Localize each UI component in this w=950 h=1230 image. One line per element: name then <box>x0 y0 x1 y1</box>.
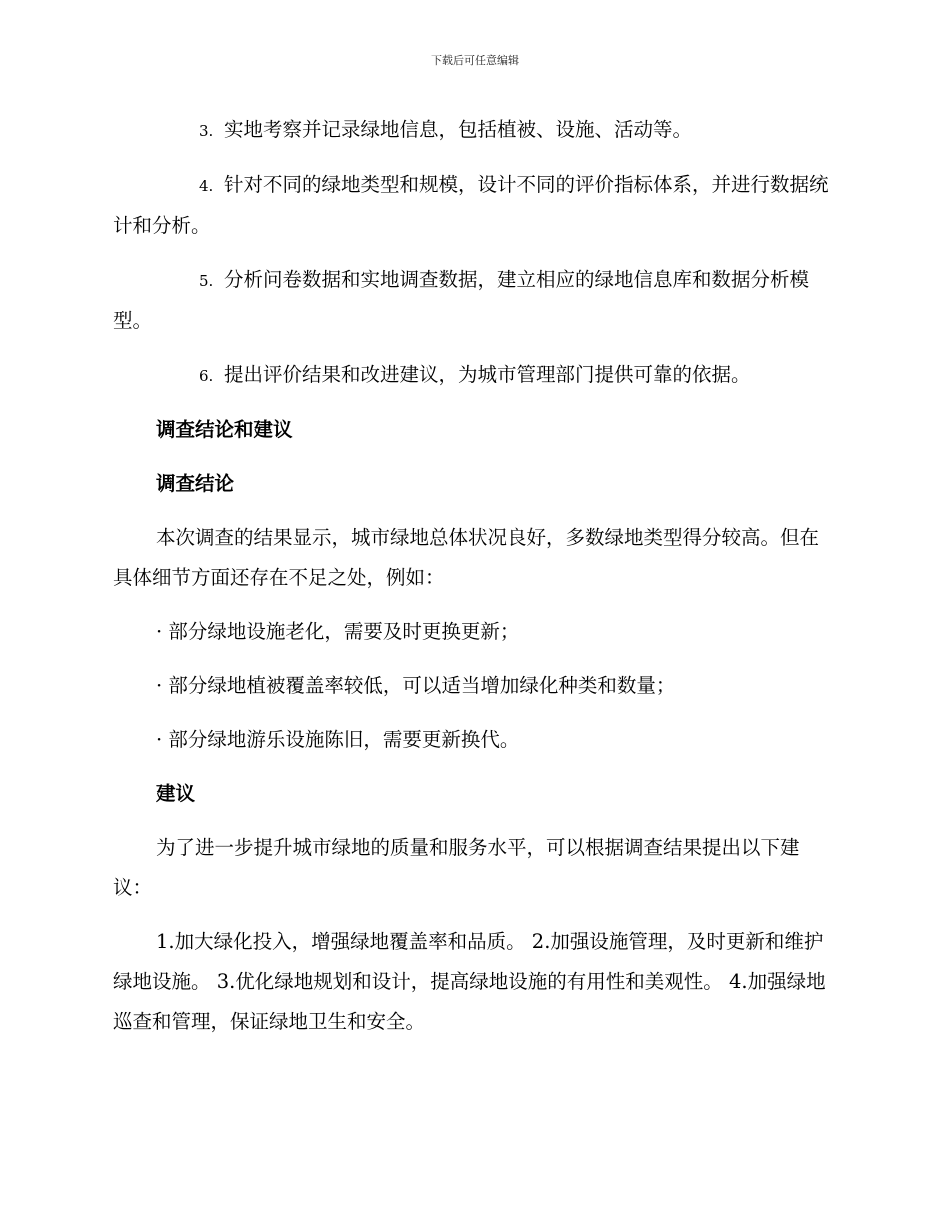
step-number: 3. <box>199 122 214 140</box>
step-text: 分析问卷数据和实地调查数据，建立相应的绿地信息库和数据分析模型。 <box>113 268 810 332</box>
step-number: 5. <box>199 272 214 290</box>
step-number: 4. <box>199 177 214 195</box>
section-heading: 调查结论和建议 <box>156 418 293 441</box>
suggestions-heading: 建议 <box>156 782 196 805</box>
step-text: 提出评价结果和改进建议，为城市管理部门提供可靠的依据。 <box>224 363 751 386</box>
conclusion-bullet-1: · 部分绿地设施老化，需要及时更换更新； <box>156 620 520 643</box>
method-step-4 <box>113 165 833 246</box>
suggestions-intro: 为了进一步提升城市绿地的质量和服务水平，可以根据调查结果提出以下建议： <box>113 836 800 899</box>
method-step-5 <box>113 260 833 341</box>
page-header: 下载后可任意编辑 <box>431 54 519 67</box>
step-number: 6. <box>199 367 214 385</box>
method-step-3 <box>113 110 833 151</box>
method-step-6 <box>113 355 833 396</box>
suggestions-list: 1.加大绿化投入，增强绿地覆盖率和品质。 2.加强设施管理，及时更新和维护绿地设施。 3.优化绿地规划和设计，提高绿地设施的有用性和美观性。 4.加强绿地巡查和管理，保证绿地卫生和安全。 <box>113 930 826 1033</box>
conclusion-heading: 调查结论 <box>156 472 235 495</box>
conclusion-bullet-3: · 部分绿地游乐设施陈旧，需要更新换代。 <box>156 728 520 751</box>
step-text: 实地考察并记录绿地信息，包括植被、设施、活动等。 <box>224 118 693 141</box>
conclusion-intro: 本次调查的结果显示，城市绿地总体状况良好，多数绿地类型得分较高。但在具体细节方面还存在不足之处，例如： <box>113 526 820 589</box>
step-text: 针对不同的绿地类型和规模，设计不同的评价指标体系，并进行数据统计和分析。 <box>113 173 829 237</box>
document-body <box>113 110 833 1056</box>
conclusion-bullet-2: · 部分绿地植被覆盖率较低，可以适当增加绿化种类和数量； <box>156 674 676 697</box>
